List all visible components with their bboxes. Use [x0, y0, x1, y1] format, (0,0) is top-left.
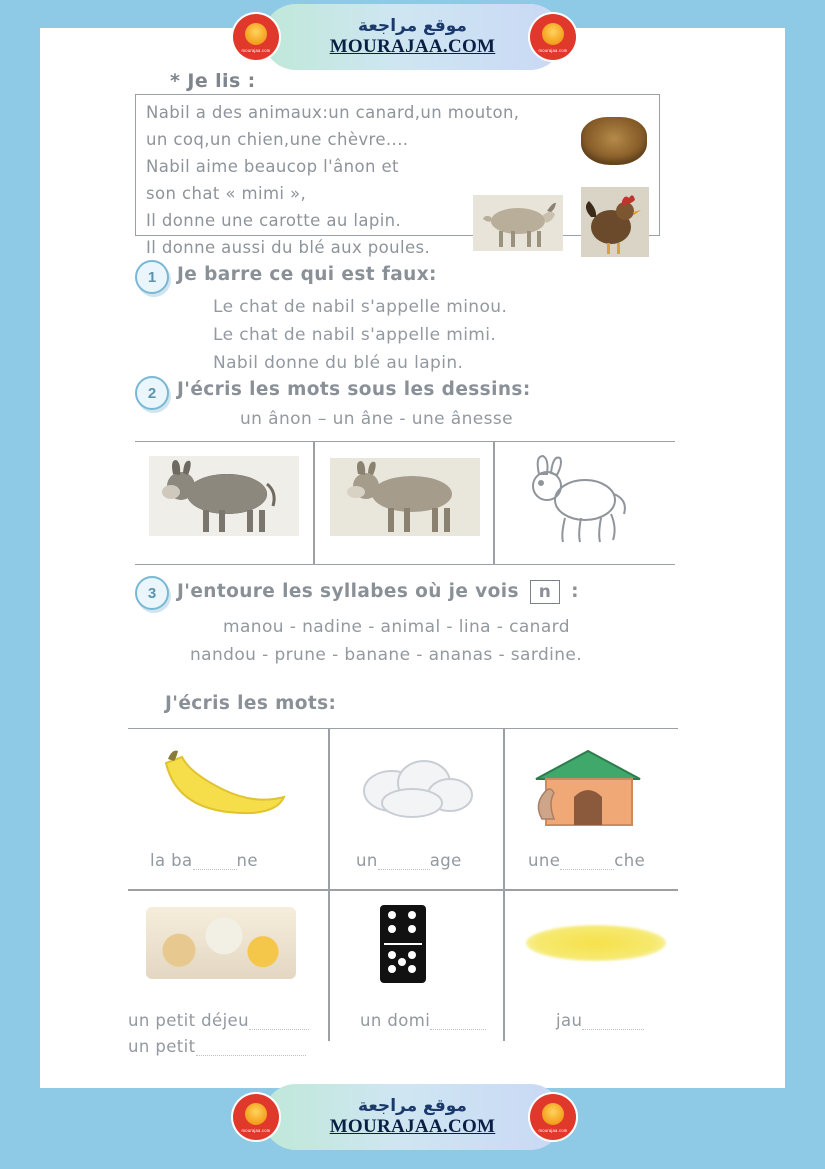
goat-image	[473, 195, 563, 251]
word-blank-1[interactable]: la ba ne	[150, 851, 258, 870]
exercise-title	[177, 580, 579, 604]
watermark-banner-bottom	[263, 1084, 563, 1150]
site-logo-icon	[530, 14, 576, 60]
reading-line: son chat « mimi »,	[146, 184, 307, 203]
word-blank-5[interactable]: un domi	[360, 1011, 486, 1030]
doghouse-drawing	[528, 745, 648, 831]
word-blank-2[interactable]: un age	[356, 851, 462, 870]
worksheet-page	[40, 28, 785, 1088]
reading-line: Nabil aime beaucop l'ânon et	[146, 157, 399, 176]
word-blank-6[interactable]: jau	[556, 1011, 644, 1030]
yellow-smear	[526, 925, 666, 961]
boxed-letter: n	[530, 580, 561, 604]
last-section-title: J'écris les mots:	[165, 693, 337, 714]
sun-icon	[542, 23, 564, 45]
nest-image	[581, 117, 647, 165]
word-blank-4[interactable]: un petit déjeu	[128, 1011, 309, 1030]
breakfast-photo	[146, 907, 296, 979]
exercise-title-suffix: :	[571, 581, 579, 602]
rooster-image	[581, 187, 649, 257]
syllable-line[interactable]: nandou - prune - banane - ananas - sardine.	[190, 645, 583, 665]
watermark-banner-top	[263, 4, 563, 70]
sun-icon	[245, 23, 267, 45]
site-logo-icon	[530, 1094, 576, 1140]
exercise-title-text: J'entoure les syllabes où je vois	[177, 581, 519, 602]
word-bank: un ânon – un âne - une ânesse	[240, 409, 514, 429]
word-blank-4b[interactable]: un petit	[128, 1037, 306, 1056]
exercise-option[interactable]: Le chat de nabil s'appelle mimi.	[213, 325, 497, 345]
reading-line: Il donne une carotte au lapin.	[146, 211, 402, 230]
exercise-number-badge: 1	[135, 260, 169, 294]
donkey-photo-2	[330, 458, 480, 536]
worksheet-content	[40, 28, 785, 1088]
site-logo-icon	[233, 1094, 279, 1140]
sun-icon	[542, 1103, 564, 1125]
cloud-drawing	[350, 751, 480, 823]
reading-text-box	[135, 94, 660, 257]
reading-line: Nabil a des animaux:un canard,un mouton,	[146, 103, 520, 122]
exercise-option[interactable]: Nabil donne du blé au lapin.	[213, 353, 464, 373]
watermark-arabic: موقع مراجعة	[358, 1096, 467, 1116]
exercise-title: Je barre ce qui est faux:	[177, 264, 437, 285]
donkey-photo-1	[149, 456, 299, 536]
reading-line: Il donne aussi du blé aux poules.	[146, 238, 431, 257]
syllable-line[interactable]: manou - nadine - animal - lina - canard	[223, 617, 570, 637]
site-logo-icon	[233, 14, 279, 60]
logo-caption: mourajaa.com	[538, 1128, 568, 1133]
word-writing-grid	[128, 728, 678, 1056]
exercise-option[interactable]: Le chat de nabil s'appelle minou.	[213, 297, 508, 317]
sun-icon	[245, 1103, 267, 1125]
donkey-drawing	[513, 452, 653, 552]
domino-photo	[380, 905, 426, 983]
logo-caption: mourajaa.com	[241, 1128, 271, 1133]
watermark-site: MOURAJAA.COM	[329, 1116, 496, 1137]
donkey-image-grid	[135, 441, 675, 565]
logo-caption: mourajaa.com	[538, 48, 568, 53]
page-title: * Je lis :	[170, 70, 256, 92]
exercise-number-badge: 2	[135, 376, 169, 410]
exercise-number-badge: 3	[135, 576, 169, 610]
exercise-title: J'écris les mots sous les dessins:	[177, 379, 531, 400]
logo-caption: mourajaa.com	[241, 48, 271, 53]
word-blank-3[interactable]: une che	[528, 851, 646, 870]
reading-line: un coq,un chien,une chèvre....	[146, 130, 409, 149]
banana-drawing	[150, 743, 300, 823]
watermark-arabic: موقع مراجعة	[358, 16, 467, 36]
watermark-site: MOURAJAA.COM	[329, 36, 496, 57]
